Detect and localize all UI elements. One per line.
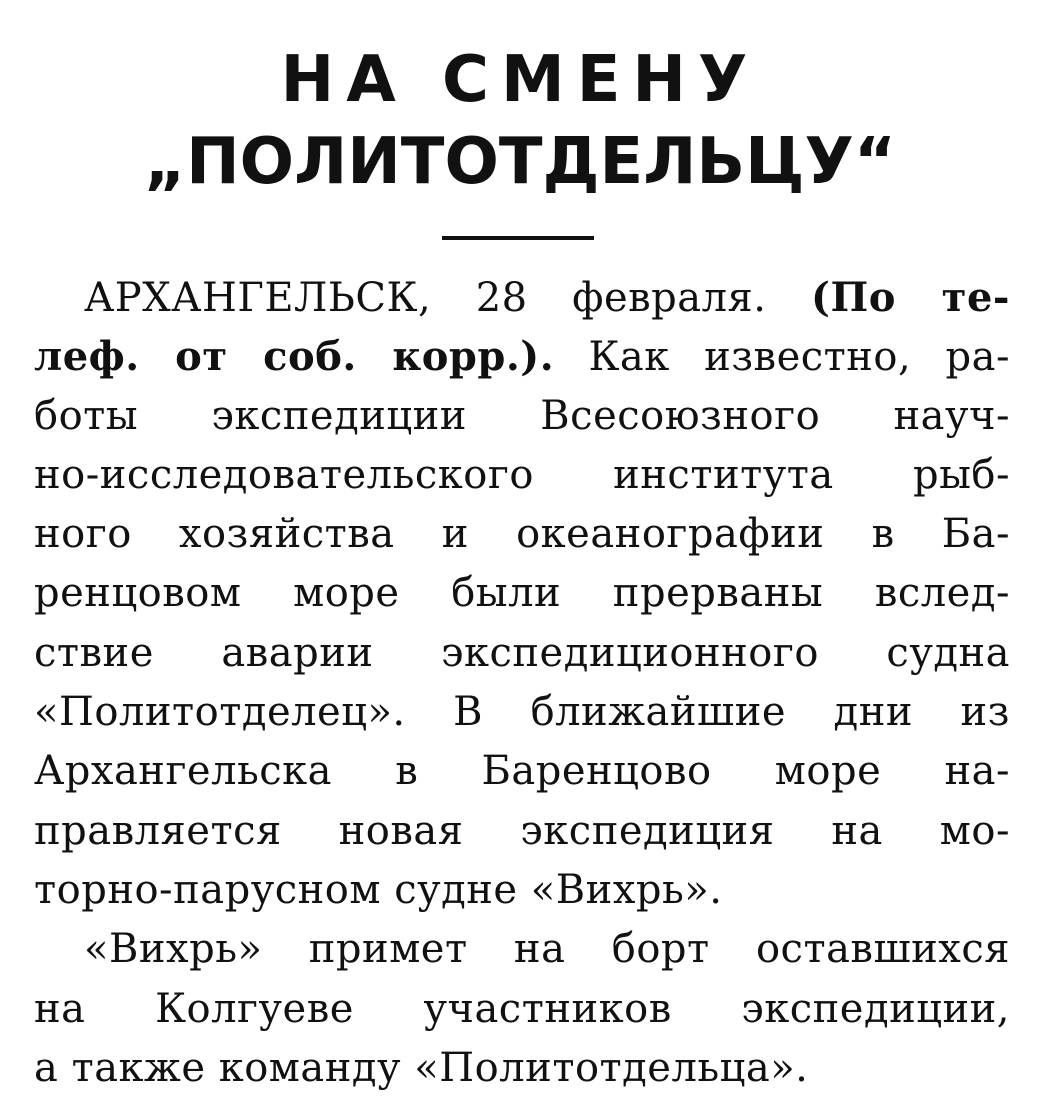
article-line: а также команду «Политотдельца». xyxy=(34,1044,809,1091)
article-line: ренцовом море были прерваны вслед- xyxy=(34,570,1010,617)
source-note-part-1: (По те- xyxy=(811,274,1011,321)
article-line: правляется новая экспедиция на мо- xyxy=(34,807,1010,854)
dateline: АРХАНГЕЛЬСК, 28 февраля. xyxy=(84,275,767,321)
article-line: боты экспедиции Всесоюзного науч- xyxy=(34,392,1010,439)
headline-line-2: „ПОЛИТОТДЕЛЬЦУ“ xyxy=(144,125,896,199)
article-line: «Вихрь» примет на борт оставшихся xyxy=(84,926,1010,973)
article-text: Как известно, ра- xyxy=(588,334,1011,381)
article-line xyxy=(34,268,1010,327)
headline-line-1: НА СМЕНУ xyxy=(280,43,760,117)
article-line: Архангельска в Баренцово море на- xyxy=(34,748,1010,795)
article-line: но-исследовательского института рыб- xyxy=(34,451,1010,498)
article-line: на Колгуеве участников экспедиции, xyxy=(34,985,1010,1032)
article-body xyxy=(34,268,1010,1098)
article-line: торно-парусном судне «Вихрь». xyxy=(34,866,723,913)
headline-divider xyxy=(442,236,594,240)
article-line: ного хозяйства и океанографии в Ба- xyxy=(34,511,1010,558)
article-line: ствие аварии экспедиционного судна xyxy=(34,629,1010,676)
article-line xyxy=(34,327,1010,386)
article-line: «Политотделец». В ближайшие дни из xyxy=(34,689,1010,736)
source-note-part-2: леф. от соб. корр.). xyxy=(34,333,555,381)
